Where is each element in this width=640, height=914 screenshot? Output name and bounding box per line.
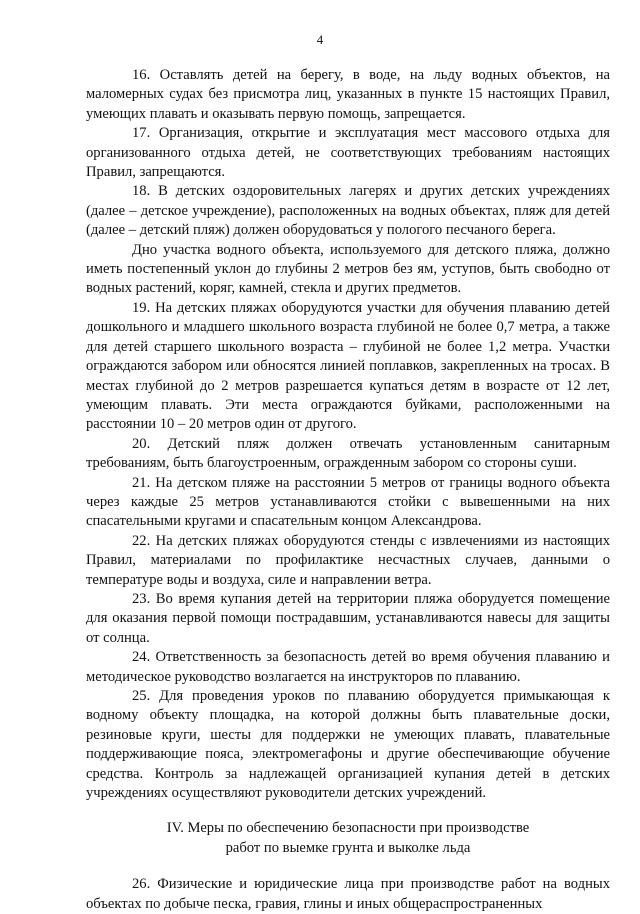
paragraph-18-continued: Дно участка водного объекта, используемого для детского пляжа, должно иметь постепенный уклон до глубины 2 метров без ям, уступов, быть свободно от водных растений, коряг, камней, стекла и других предметов.	[86, 241, 610, 297]
paragraph-24: 24. Ответственность за безопасность детей во время обучения плаванию и методическое руководство возлагается на инструкторов по плаванию.	[86, 649, 610, 685]
paragraph-26: 26. Физические и юридические лица при производстве работ на водных объектах по добыче песка, гравия, глины и иных общераспространенных	[86, 876, 610, 912]
paragraph-17: 17. Организация, открытие и эксплуатация мест массового отдыха для организованного отдыха детей, не соответствующих требованиям настоящих Правил, запрещаются.	[86, 125, 610, 181]
section-heading	[86, 819, 610, 858]
paragraph-19: 19. На детских пляжах оборудуются участки для обучения плаванию детей дошкольного и младшего школьного возраста глубиной не более 0,7 метра, а также для детей старшего школьного возраста – глубиной не более 1,2 метра. Участки ограждаются забором или обносятся линией поплавков, закрепленных на тросах. В местах глубиной до 2 метров разрешается купаться детям в возрасте от 12 лет, умеющим плавать. Эти места ограждаются буйками, расположенными на расстоянии 10 – 20 метров один от другого.	[86, 299, 610, 433]
section-heading-line-1: IV. Меры по обеспечению безопасности при производстве	[166, 820, 530, 837]
paragraph-16: 16. Оставлять детей на берегу, в воде, на льду водных объектов, на маломерных судах без присмотра лиц, указанных в пункте 15 настоящих Правил, умеющих плавать и оказывать первую помощь, запрещается.	[86, 67, 610, 122]
paragraph-22: 22. На детских пляжах оборудуются стенды с извлечениями из настоящих Правил, материалами по профилактике несчастных случаев, данными о температуре воды и воздуха, силе и направлении ветра.	[86, 532, 610, 588]
paragraph-23: 23. Во время купания детей на территории пляжа оборудуется помещение для оказания первой помощи пострадавшим, устанавливаются навесы для защиты от солнца.	[86, 590, 610, 646]
paragraph-25: 25. Для проведения уроков по плаванию оборудуется примыкающая к водному объекту площадка, на которой должны быть плавательные доски, резиновые круги, шесты для поддержки не умеющих плавать, плавательные поддерживающие пояса, электромегафоны и другие обеспечивающие обучение средства. Контроль за надлежащей организацией купания детей в детских учреждениях осуществляют руководители детских учреждений.	[86, 688, 610, 802]
paragraph-21: 21. На детском пляже на расстоянии 5 метров от границы водного объекта через каждые 25 метров устанавливаются стойки с вывешенными на них спасательными кругами и спасательным концом Александрова.	[86, 474, 610, 530]
paragraph-18: 18. В детских оздоровительных лагерях и других детских учреждениях (далее – детское учреждение), расположенных на водных объектах, пляж для детей (далее – детский пляж) должен оборудоваться у пологого песчаного берега.	[86, 183, 610, 239]
page-number: 4	[316, 32, 324, 47]
paragraph-20: 20. Детский пляж должен отвечать установленным санитарным требованиям, быть благоустроенным, огражденным забором со стороны суши.	[86, 435, 610, 472]
document-body	[86, 66, 610, 914]
section-heading-line-2: работ по выемке грунта и выколке льда	[225, 839, 471, 856]
